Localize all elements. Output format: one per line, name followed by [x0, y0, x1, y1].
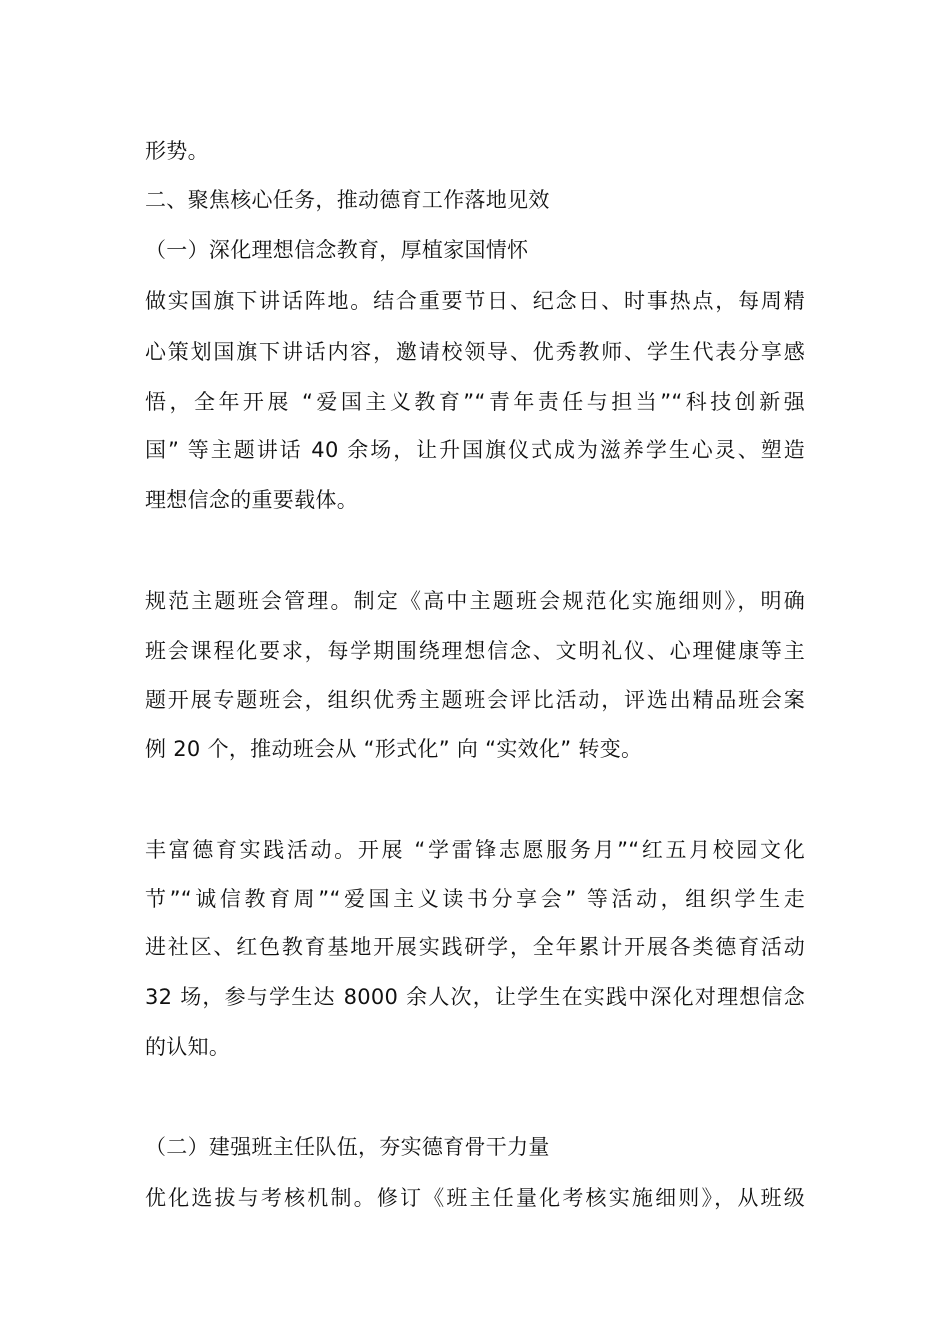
text-line: 的认知。 [145, 1035, 231, 1059]
text-line: 悟，全年开展 “爱国主义教育”“青年责任与担当”“科技创新强 [145, 390, 805, 414]
text-line: 心策划国旗下讲话内容，邀请校领导、优秀教师、学生代表分享感 [145, 340, 805, 364]
text-line: 例 20 个，推动班会从 “形式化” 向 “实效化” 转变。 [145, 737, 643, 761]
text-line: 题开展专题班会，组织优秀主题班会评比活动，评选出精品班会案 [145, 688, 805, 712]
text-line: 形势。 [145, 139, 209, 163]
text-line: 理想信念的重要载体。 [145, 488, 358, 512]
subsection-heading: （一）深化理想信念教育，厚植家国情怀 [145, 238, 529, 262]
subsection-heading: （二）建强班主任队伍，夯实德育骨干力量 [145, 1135, 550, 1159]
text-line: 规范主题班会管理。制定《高中主题班会规范化实施细则》，明确 [145, 589, 805, 613]
text-line: 优化选拔与考核机制。修订《班主任量化考核实施细则》，从班级 [145, 1186, 805, 1210]
text-line: 32 场，参与学生达 8000 余人次，让学生在实践中深化对理想信念 [145, 985, 805, 1009]
text-line: 国” 等主题讲话 40 余场，让升国旗仪式成为滋养学生心灵、塑造 [145, 438, 805, 462]
text-line: 进社区、红色教育基地开展实践研学，全年累计开展各类德育活动 [145, 935, 805, 959]
text-line: 班会课程化要求，每学期围绕理想信念、文明礼仪、心理健康等主 [145, 639, 805, 663]
text-line: 节”“诚信教育周”“爱国主义读书分享会” 等活动，组织学生走 [145, 887, 805, 911]
section-heading: 二、聚焦核心任务，推动德育工作落地见效 [145, 188, 550, 212]
text-line: 做实国旗下讲话阵地。结合重要节日、纪念日、时事热点，每周精 [145, 289, 805, 313]
text-line: 丰富德育实践活动。开展 “学雷锋志愿服务月”“红五月校园文化 [145, 838, 805, 862]
